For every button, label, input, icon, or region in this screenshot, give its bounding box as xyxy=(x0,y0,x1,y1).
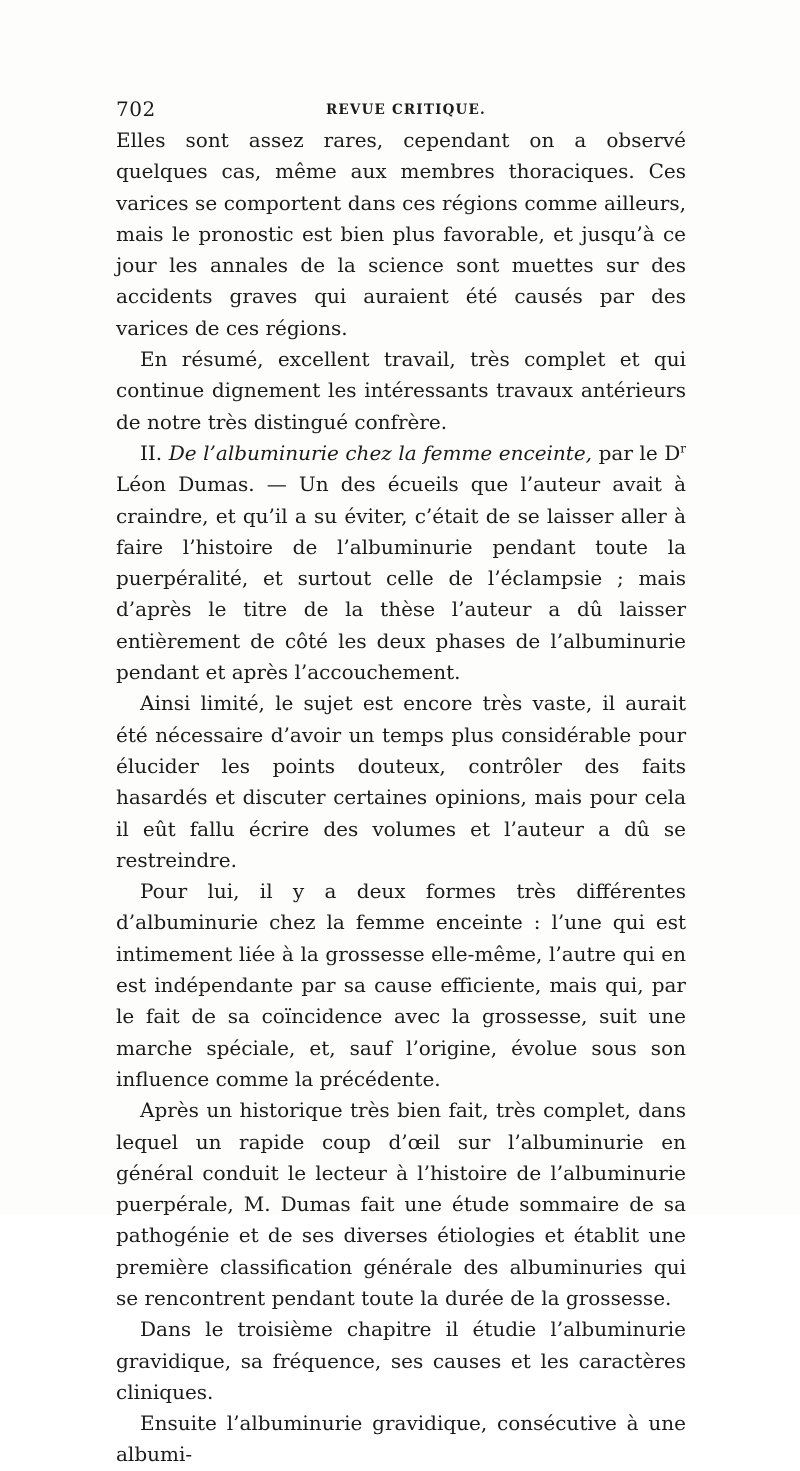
running-title: REVUE CRITIQUE. xyxy=(326,102,486,118)
page-number: 702 xyxy=(116,97,156,121)
paragraph-limite: Ainsi limité, le sujet est encore très vaste, il aurait été nécessaire d’avoir un temps plus considérable pour élucider les points douteux, contrôler des faits hasardés et discuter certaines opinions, mais pour cela il eût fallu écrire des volumes et l’auteur a dû se restreindre. xyxy=(116,691,686,872)
section-heading-albuminurie xyxy=(116,438,686,688)
paragraph-ecueils: Dumas. — Un des écueils que l’auteur avait à craindre, et qu’il a su éviter, c’était de se laisser aller à faire l’histoire de l’albuminurie pendant toute la puerpéralité, et surtout celle de l’éclampsie ; mais d’après le titre de la thèse l’auteur a dû laisser entièrement de côté les deux phases de l’albuminurie pendant et après l’accouchement. xyxy=(116,472,686,685)
body-text xyxy=(116,125,686,1471)
paragraph-troisieme-chapitre: Dans le troisième chapitre il étudie l’albuminurie gravidique, sa fréquence, ses causes et les caractères cliniques. xyxy=(116,1317,686,1404)
page-header xyxy=(116,97,686,123)
paragraph-deux-formes: Pour lui, il y a deux formes très différentes d’albuminurie chez la femme enceinte : l’une qui est intimement liée à la grossesse elle-même, l’autre qui en est indépendante par sa cause efficiente, mais qui, par le fait de sa coïncidence avec la grossesse, suit une marche spéciale, et, sauf l’origine, évolue sous son influence comme la précédente. xyxy=(116,879,686,1091)
paragraph-historique: Après un historique très bien fait, très complet, dans lequel un rapide coup d’œil sur l’albuminurie en général conduit le lecteur à l’histoire de l’albuminurie puerpérale, M. Dumas fait une étude sommaire de sa pathogénie et de ses diverses étiologies et établit une première classification générale des albuminuries qui se rencontrent pendant toute la durée de la grossesse. xyxy=(116,1098,686,1310)
paragraph-ensuite: Ensuite l’albuminurie gravidique, consécutive à une albumi- xyxy=(116,1411,686,1467)
section-title: De l’albuminurie chez la femme enceinte, xyxy=(168,440,593,465)
section-author-prefix: par le D xyxy=(598,440,681,465)
paragraph-varices: Elles sont assez rares, cependant on a observé quelques cas, même aux membres thoraciques. Ces varices se comportent dans ces régions comme ailleurs, mais le pronostic est bien plus favorable, et jusqu’à ce jour les annales de la science sont muettes sur des accidents graves qui auraient été causés par des varices de ces régions. xyxy=(116,128,686,340)
section-author-name: Léon xyxy=(116,472,167,497)
section-number: II. xyxy=(140,440,163,465)
paragraph-resume: En résumé, excellent travail, très complet et qui continue dignement les intéressants travaux antérieurs de notre très distingué confrère. xyxy=(116,347,686,434)
section-author-sup: r xyxy=(680,441,686,456)
